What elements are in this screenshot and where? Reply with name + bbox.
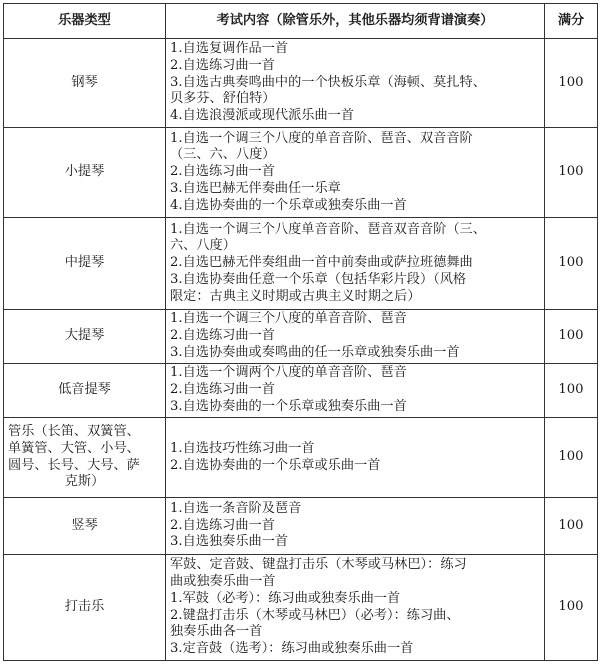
table-row-piano	[4, 39, 598, 128]
content-line: 2.自选练习曲一首	[170, 517, 275, 533]
exam-content-cell	[166, 418, 545, 498]
content-line: 4.自选浪漫派或现代派乐曲一首	[170, 108, 355, 124]
full-score-cell: 100	[545, 39, 598, 128]
content-line: 1.自选复调作品一首	[170, 41, 289, 56]
table-row-double-bass	[4, 364, 598, 418]
content-line: 2.自选练习曲一首	[170, 57, 275, 73]
instrument-type-cell: 小提琴	[4, 128, 166, 218]
content-line: 4.自选协奏曲的一个乐章或独奏乐曲一首	[170, 197, 407, 213]
content-line: 1.自选一个调三个八度单音音阶、琶音双音音阶（三、	[170, 221, 486, 237]
full-score-cell: 100	[545, 498, 598, 555]
content-line: 限定：古典主义时期或古典主义时期之后）	[170, 288, 421, 304]
table-header-row	[4, 4, 598, 39]
content-line: 3.自选协奏曲或奏鸣曲的任一乐章或独奏乐曲一首	[170, 344, 460, 360]
exam-requirements-table	[3, 3, 598, 661]
instrument-type-cell: 钢琴	[4, 39, 166, 128]
exam-content-cell	[166, 218, 545, 310]
content-line: 2.自选练习曲一首	[170, 164, 275, 180]
content-line: 1.自选一个调两个八度的单音音阶、琶音	[170, 365, 407, 381]
content-line: 贝多芬、舒伯特）	[170, 91, 276, 107]
content-line: 2.自选练习曲一首	[170, 382, 275, 398]
content-line: 2.自选练习曲一首	[170, 328, 275, 344]
header-exam-content: 考试内容（除管乐外，其他乐器均须背谱演奏）	[166, 4, 545, 39]
instrument-type-cell: 大提琴	[4, 310, 166, 364]
table-row-cello	[4, 310, 598, 364]
exam-content-cell	[166, 128, 545, 218]
instrument-type-cell: 竖琴	[4, 498, 166, 555]
content-line: 1.军鼓（必考）：练习曲或独奏乐曲一首	[170, 590, 401, 606]
content-line: 曲或独奏乐曲一首	[170, 573, 276, 589]
content-line: 2.键盘打击乐（木琴或马林巴）（必考）：练习曲、	[170, 607, 460, 623]
instrument-type-cell: 中提琴	[4, 218, 166, 310]
content-line: 1.自选一条音阶及琶音	[170, 500, 302, 516]
content-line: 3.定音鼓（选考）：练习曲或独奏乐曲一首	[170, 641, 414, 657]
table-row-violin	[4, 128, 598, 218]
content-line: 1.自选技巧性练习曲一首	[170, 440, 315, 456]
instrument-type-line: 克斯）	[64, 474, 105, 490]
table-row-harp	[4, 498, 598, 555]
content-line: 2.自选协奏曲的一个乐章或乐曲一首	[170, 457, 381, 473]
instrument-type-line: 圆号、长号、大号、萨	[8, 457, 140, 473]
content-line: 3.自选独奏乐曲一首	[170, 534, 289, 550]
full-score-cell: 100	[545, 218, 598, 310]
content-line: 独奏乐曲各一首	[170, 624, 263, 640]
content-line: 1.自选一个调三个八度的单音音阶、琶音	[170, 311, 407, 327]
full-score-cell: 100	[545, 364, 598, 418]
exam-content-cell	[166, 39, 545, 128]
content-line: 3.自选协奏曲的一个乐章或独奏乐曲一首	[170, 398, 407, 414]
content-line: 2.自选巴赫无伴奏组曲一首中前奏曲或萨拉班德舞曲	[170, 255, 473, 271]
content-line: （三、六、八度）	[170, 147, 276, 163]
instrument-type-cell: 打击乐	[4, 555, 166, 661]
header-full-score: 满分	[545, 4, 598, 39]
content-line: 军鼓、定音鼓、键盘打击乐（木琴或马林巴）：练习	[170, 557, 467, 573]
full-score-cell: 100	[545, 128, 598, 218]
full-score-cell: 100	[545, 418, 598, 498]
content-line: 3.自选古典奏鸣曲中的一个快板乐章（海顿、莫扎特、	[170, 74, 486, 90]
content-line: 3.自选协奏曲任意一个乐章（包括华彩片段）（风格	[170, 271, 467, 287]
instrument-type-cell	[4, 418, 166, 498]
header-instrument-type: 乐器类型	[4, 4, 166, 39]
content-line: 六、八度）	[170, 238, 236, 254]
exam-content-cell	[166, 498, 545, 555]
exam-content-cell	[166, 310, 545, 364]
full-score-cell: 100	[545, 555, 598, 661]
instrument-type-line: 单簧管、大管、小号、	[8, 440, 140, 456]
exam-content-cell	[166, 555, 545, 661]
table-row-viola	[4, 218, 598, 310]
table-row-percussion	[4, 555, 598, 661]
content-line: 3.自选巴赫无伴奏曲任一乐章	[170, 180, 341, 196]
full-score-cell: 100	[545, 310, 598, 364]
instrument-type-cell: 低音提琴	[4, 364, 166, 418]
instrument-type-line: 管乐（长笛、双簧管、	[8, 423, 140, 439]
table-row-winds	[4, 418, 598, 498]
exam-content-cell	[166, 364, 545, 418]
content-line: 1.自选一个调三个八度的单音音阶、琶音、双音音阶	[170, 130, 473, 146]
